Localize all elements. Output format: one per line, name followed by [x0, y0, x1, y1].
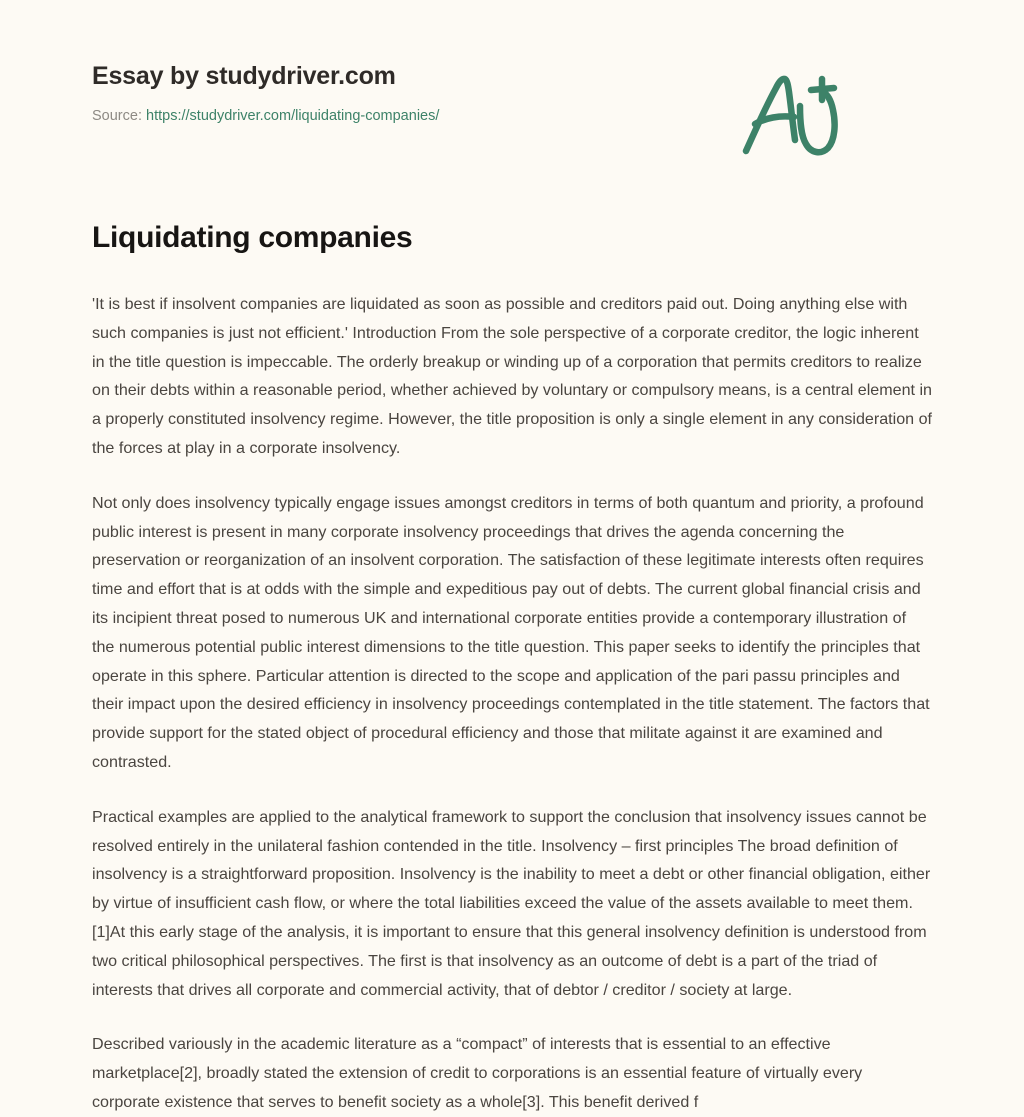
a-plus-logo	[738, 66, 848, 166]
source-url-link[interactable]: https://studydriver.com/liquidating-companies/	[146, 107, 440, 124]
source-label: Source:	[92, 107, 142, 124]
paragraph: Practical examples are applied to the analytical framework to support the conclusion that insolvency issues cannot be resolved entirely in the unilateral fashion contended in the title. Insolvency – first principles The broad definition of insolvency is a straightforward proposition. Insolvency is the inability to meet a debt or other financial obligation, either by virtue of insufficient cash flow, or where the total liabilities exceed the value of the assets available to meet them.[1]At this early stage of the analysis, it is important to ensure that this general insolvency definition is understood from two critical philosophical perspectives. The first is that insolvency as an outcome of debt is a part of the triad of interests that drives all corporate and commercial activity, that of debtor / creditor / society at large.	[92, 807, 931, 999]
paragraph: 'It is best if insolvent companies are liquidated as soon as possible and creditors paid out. Doing anything else with such companies is just not efficient.' Introduction From the sole perspective of a corporate creditor, the logic inherent in the title question is impeccable. The orderly breakup or winding up of a corporation that permits creditors to realize on their debts within a reasonable period, whether achieved by voluntary or compulsory means, is a central element in a properly constituted insolvency regime. However, the title proposition is only a single element in any consideration of the forces at play in a corporate insolvency.	[92, 295, 933, 457]
paragraph: Described variously in the academic literature as a “compact” of interests that is essential to an effective marketplace[2], broadly stated the extension of credit to corporations is an essential feature of virtually every corporate existence that serves to benefit society as a whole[3]. This benefit derived f	[92, 1035, 863, 1111]
essay-by-heading: Essay by studydriver.com	[92, 62, 396, 90]
paragraph: Not only does insolvency typically engage issues amongst creditors in terms of both quantum and priority, a profound public interest is present in many corporate insolvency proceedings that drives the agenda concerning the preservation or reorganization of an insolvent corporation. The satisfaction of these legitimate interests often requires time and effort that is at odds with the simple and expeditious pay out of debts. The current global financial crisis and its incipient threat posed to numerous UK and international corporate entities provide a contemporary illustration of the numerous potential public interest dimensions to the title question. This paper seeks to identify the principles that operate in this sphere. Particular attention is directed to the scope and application of the pari passu principles and their impact upon the desired efficiency in insolvency proceedings contemplated in the title statement. The factors that provide support for the stated object of procedural efficiency and those that militate against it are examined and contrasted.	[92, 493, 930, 771]
page-header	[92, 0, 932, 124]
article	[92, 220, 932, 1117]
page-title: Liquidating companies	[92, 221, 413, 254]
article-body	[92, 290, 932, 1117]
